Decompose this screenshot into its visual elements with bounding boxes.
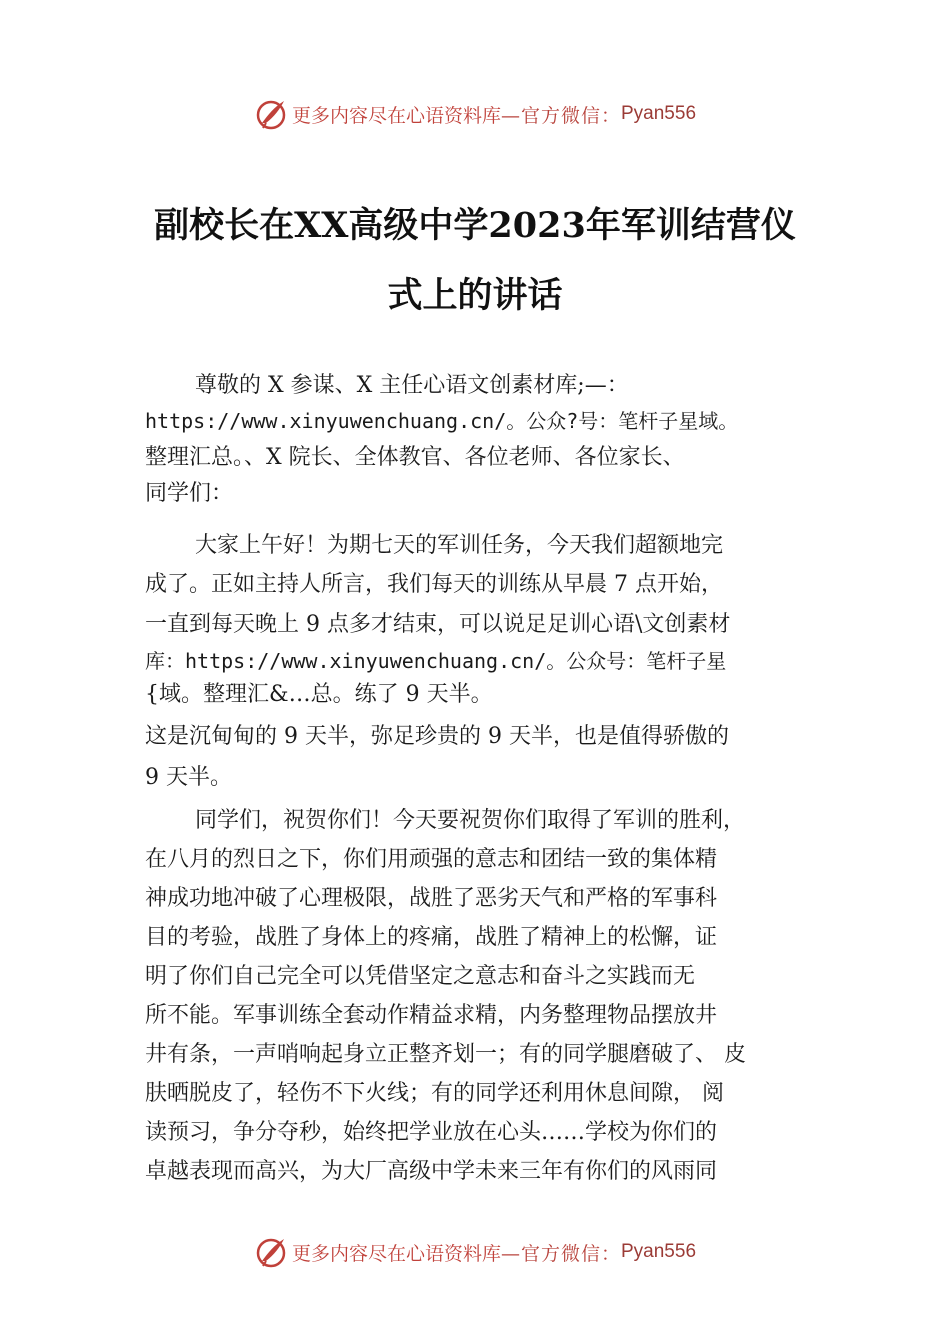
watermark-dash-text: —官方微信：: [500, 104, 621, 127]
text-line: 卓越表现而高兴，为大厂高级中学未来三年有你们的风雨同: [145, 1159, 718, 1184]
paragraph-salutation: [145, 366, 845, 510]
watermark-site-text: 更多内容尽在心语资料库: [291, 1242, 501, 1265]
text-line: 所不能。军事训练全套动作精益求精，内务整理物品摆放井: [145, 1003, 718, 1028]
watermark-wechat-id: Pyan556: [621, 1241, 697, 1262]
text-line: {域。整理汇&…总。练了 9 天半。: [145, 682, 493, 707]
document-title-line2: 式上的讲话: [387, 275, 563, 316]
text-line: 整理汇总。、X 院长、全体教官、各位老师、各位家长、: [145, 445, 685, 470]
paragraph-nine-days: [145, 716, 845, 797]
text-line: 目的考验，战胜了身体上的疼痛，战胜了精神上的松懈，证: [145, 925, 718, 950]
text-line: 这是沉甸甸的 9 天半，弥足珍贵的 9 天半，也是值得骄傲的: [145, 724, 729, 749]
text-line: https://www.xinyuwenchuang.cn/。公众?号：笔杆子星域。: [145, 409, 739, 433]
text-line: 9 天半。: [145, 765, 232, 790]
header-watermark: [0, 94, 950, 134]
text-line: 同学们，祝贺你们！今天要祝贺你们取得了军训的胜利，: [195, 808, 746, 833]
watermark-wechat-id: Pyan556: [621, 103, 697, 124]
text-line: 同学们：: [145, 481, 234, 506]
text-line: 大家上午好！为期七天的军训任务，今天我们超额地完: [195, 533, 724, 558]
paragraph-greeting: [145, 526, 845, 711]
text-line: 神成功地冲破了心理极限，战胜了恶劣天气和严格的军事科: [145, 886, 718, 911]
footer-watermark: [0, 1232, 950, 1272]
text-line: 尊敬的 X 参谋、X 主任心语文创素材库;—：: [195, 373, 629, 398]
document-title-line1: 副校长在XX高级中学2023年军训结营仪: [154, 205, 796, 246]
text-line: 明了你们自己完全可以凭借坚定之意志和奋斗之实践而无: [145, 964, 696, 989]
text-line: 库：https://www.xinyuwenchuang.cn/。公众号：笔杆子星: [145, 649, 727, 673]
watermark-site-text: 更多内容尽在心语资料库: [291, 104, 501, 127]
watermark-dash-text: —官方微信：: [500, 1242, 621, 1265]
text-line: 一直到每天晚上 9 点多才结束，可以说足足训心语\文创素材: [145, 612, 731, 637]
text-line: 在八月的烈日之下，你们用顽强的意志和团结一致的集体精: [145, 847, 718, 872]
text-line: 井有条，一声哨响起身立正整齐划一；有的同学腿磨破了、 皮: [145, 1042, 746, 1067]
quill-seal-icon: [254, 97, 288, 131]
text-line: 读预习，争分夺秒，始终把学业放在心头……学校为你们的: [145, 1120, 718, 1145]
text-line: 肤晒脱皮了，轻伤不下火线；有的同学还利用休息间隙， 阅: [145, 1081, 724, 1106]
quill-seal-icon: [254, 1235, 288, 1269]
text-line: 成了。正如主持人所言，我们每天的训练从早晨 7 点开始，: [145, 572, 723, 597]
paragraph-congratulations: [145, 801, 845, 1191]
